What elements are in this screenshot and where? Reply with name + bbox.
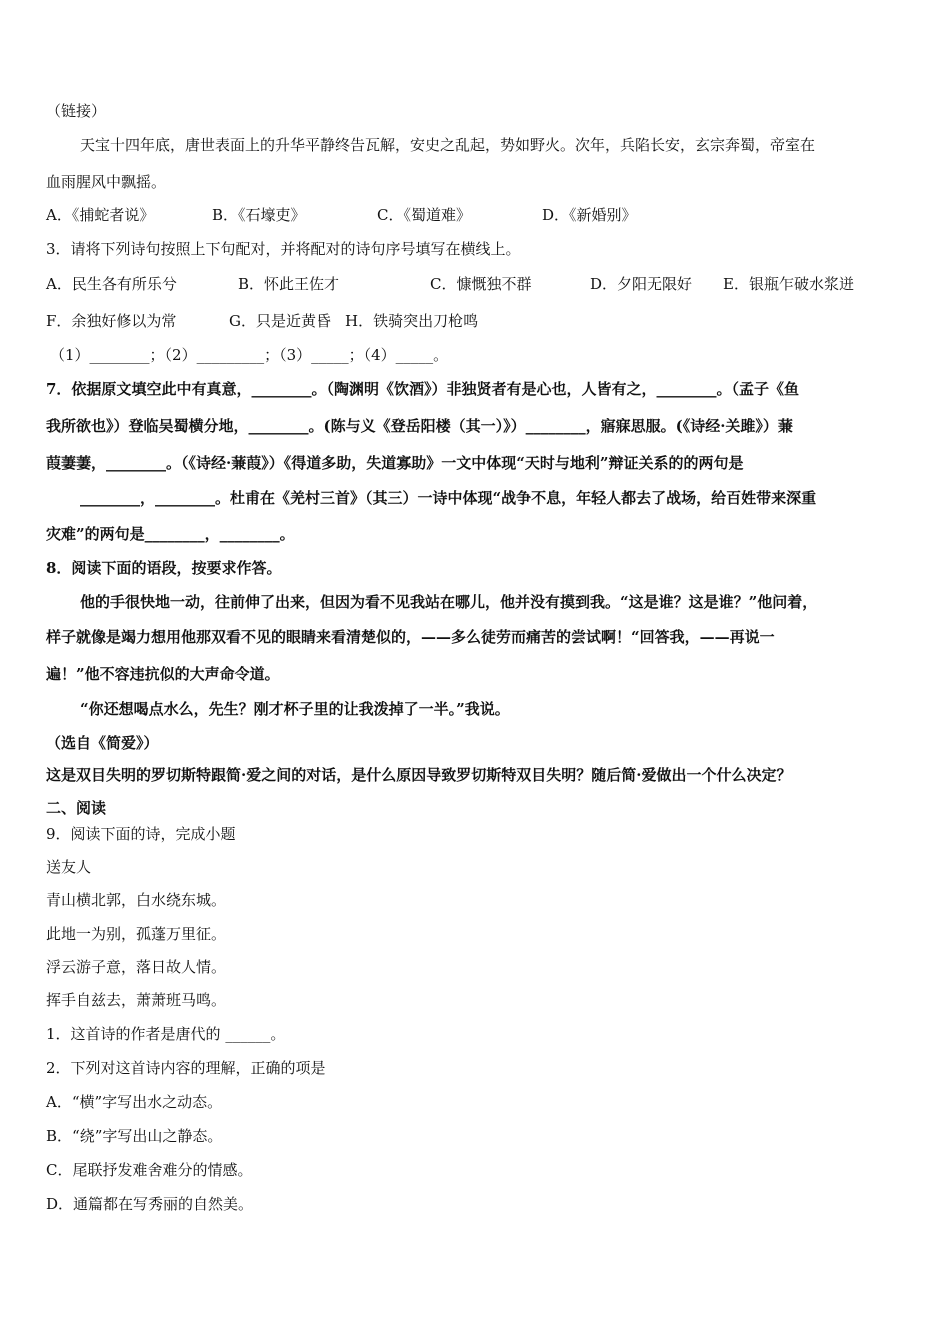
option-a: A．“横”字写出水之动态。	[46, 1093, 223, 1111]
passage-line: 遍！”他不容违抗似的大声命令道。	[46, 665, 280, 683]
pair-option-g: G．只是近黄昏	[229, 312, 331, 330]
link-label: （链接）	[46, 102, 107, 120]
question-8-question: 这是双目失明的罗切斯特跟简·爱之间的对话，是什么原因导致罗切斯特双目失明？随后简·爱做出一个什么决定？	[46, 766, 792, 784]
pair-option-h: H．铁骑突出刀枪鸣	[345, 312, 479, 330]
question-7-line: ________，________。杜甫在《羌村三首》（其三）一诗中体现“战争不息，年轻人都去了战场，给百姓带来深重	[80, 489, 817, 507]
pair-option-c: C．慷慨独不群	[430, 275, 532, 293]
question-7-line: 灾难”的两句是________，________。	[46, 525, 295, 543]
question-9-prompt: 9．阅读下面的诗，完成小题	[46, 825, 236, 843]
choice-c: C．《蜀道难》	[377, 206, 471, 224]
sub-question-2: 2．下列对这首诗内容的理解，正确的项是	[46, 1059, 326, 1077]
paragraph-line: 天宝十四年底，唐世表面上的升华平静终告瓦解，安史之乱起，势如野火。次年，兵陷长安，玄宗奔蜀，帝室在	[80, 136, 816, 154]
question-3-prompt: 3．请将下列诗句按照上下句配对，并将配对的诗句序号填写在横线上。	[46, 240, 521, 258]
passage-line: 样子就像是竭力想用他那双看不见的眼睛来看清楚似的，——多么徒劳而痛苦的尝试啊！“回答我，——再说一	[46, 628, 775, 646]
pair-option-b: B．怀此王佐才	[238, 275, 340, 293]
poem-line: 此地一为别，孤蓬万里征。	[46, 925, 227, 943]
answer-blanks: （1）________；（2）_________；（3）_____；（4）_____。	[50, 346, 449, 364]
question-7-line: 7．依据原文填空此中有真意，________。（陶渊明《饮酒》）非独贤者有是心也，人皆有之，________。（孟子《鱼	[46, 380, 799, 398]
option-b: B．“绕”字写出山之静态。	[46, 1127, 223, 1145]
pair-option-a: A．民生各有所乐兮	[46, 275, 177, 293]
sub-question-1: 1．这首诗的作者是唐代的 ______。	[46, 1025, 286, 1043]
question-8-prompt: 8．阅读下面的语段，按要求作答。	[46, 559, 282, 577]
paragraph-line: 血雨腥风中飘摇。	[46, 173, 167, 191]
poem-line: 挥手自兹去，萧萧班马鸣。	[46, 991, 227, 1009]
poem-line: 青山横北郭，白水绕东城。	[46, 891, 227, 909]
option-d: D．通篇都在写秀丽的自然美。	[46, 1195, 254, 1213]
pair-option-f: F．余独好修以为常	[46, 312, 177, 330]
passage-source: （选自《简爱》）	[46, 734, 159, 752]
pair-option-d: D．夕阳无限好	[590, 275, 693, 293]
pair-option-e: E．银瓶乍破水浆迸	[723, 275, 854, 293]
section-heading: 二、阅读	[46, 799, 107, 817]
passage-line: “你还想喝点水么，先生？刚才杯子里的让我泼掉了一半。”我说。	[80, 700, 510, 718]
choice-d: D．《新婚别》	[542, 206, 637, 224]
choice-b: B．《石壕吏》	[212, 206, 306, 224]
passage-line: 他的手很快地一动，往前伸了出来，但因为看不见我站在哪儿，他并没有摸到我。“这是谁？这是谁？”他问着，	[80, 593, 818, 611]
question-7-line: 我所欲也》）登临吴蜀横分地，________。(陈与义《登岳阳楼（其一）》）________，寤寐思服。(《诗经·关雎》）蒹	[46, 417, 793, 435]
option-c: C．尾联抒发难舍难分的情感。	[46, 1161, 253, 1179]
poem-title: 送友人	[46, 858, 92, 876]
poem-line: 浮云游子意，落日故人情。	[46, 958, 227, 976]
choice-a: A．《捕蛇者说》	[46, 206, 155, 224]
question-7-line: 葭萋萋，________。（《诗经·蒹葭》）《得道多助，失道寡助》一文中体现“天时与地利”辩证关系的的两句是	[46, 454, 744, 472]
